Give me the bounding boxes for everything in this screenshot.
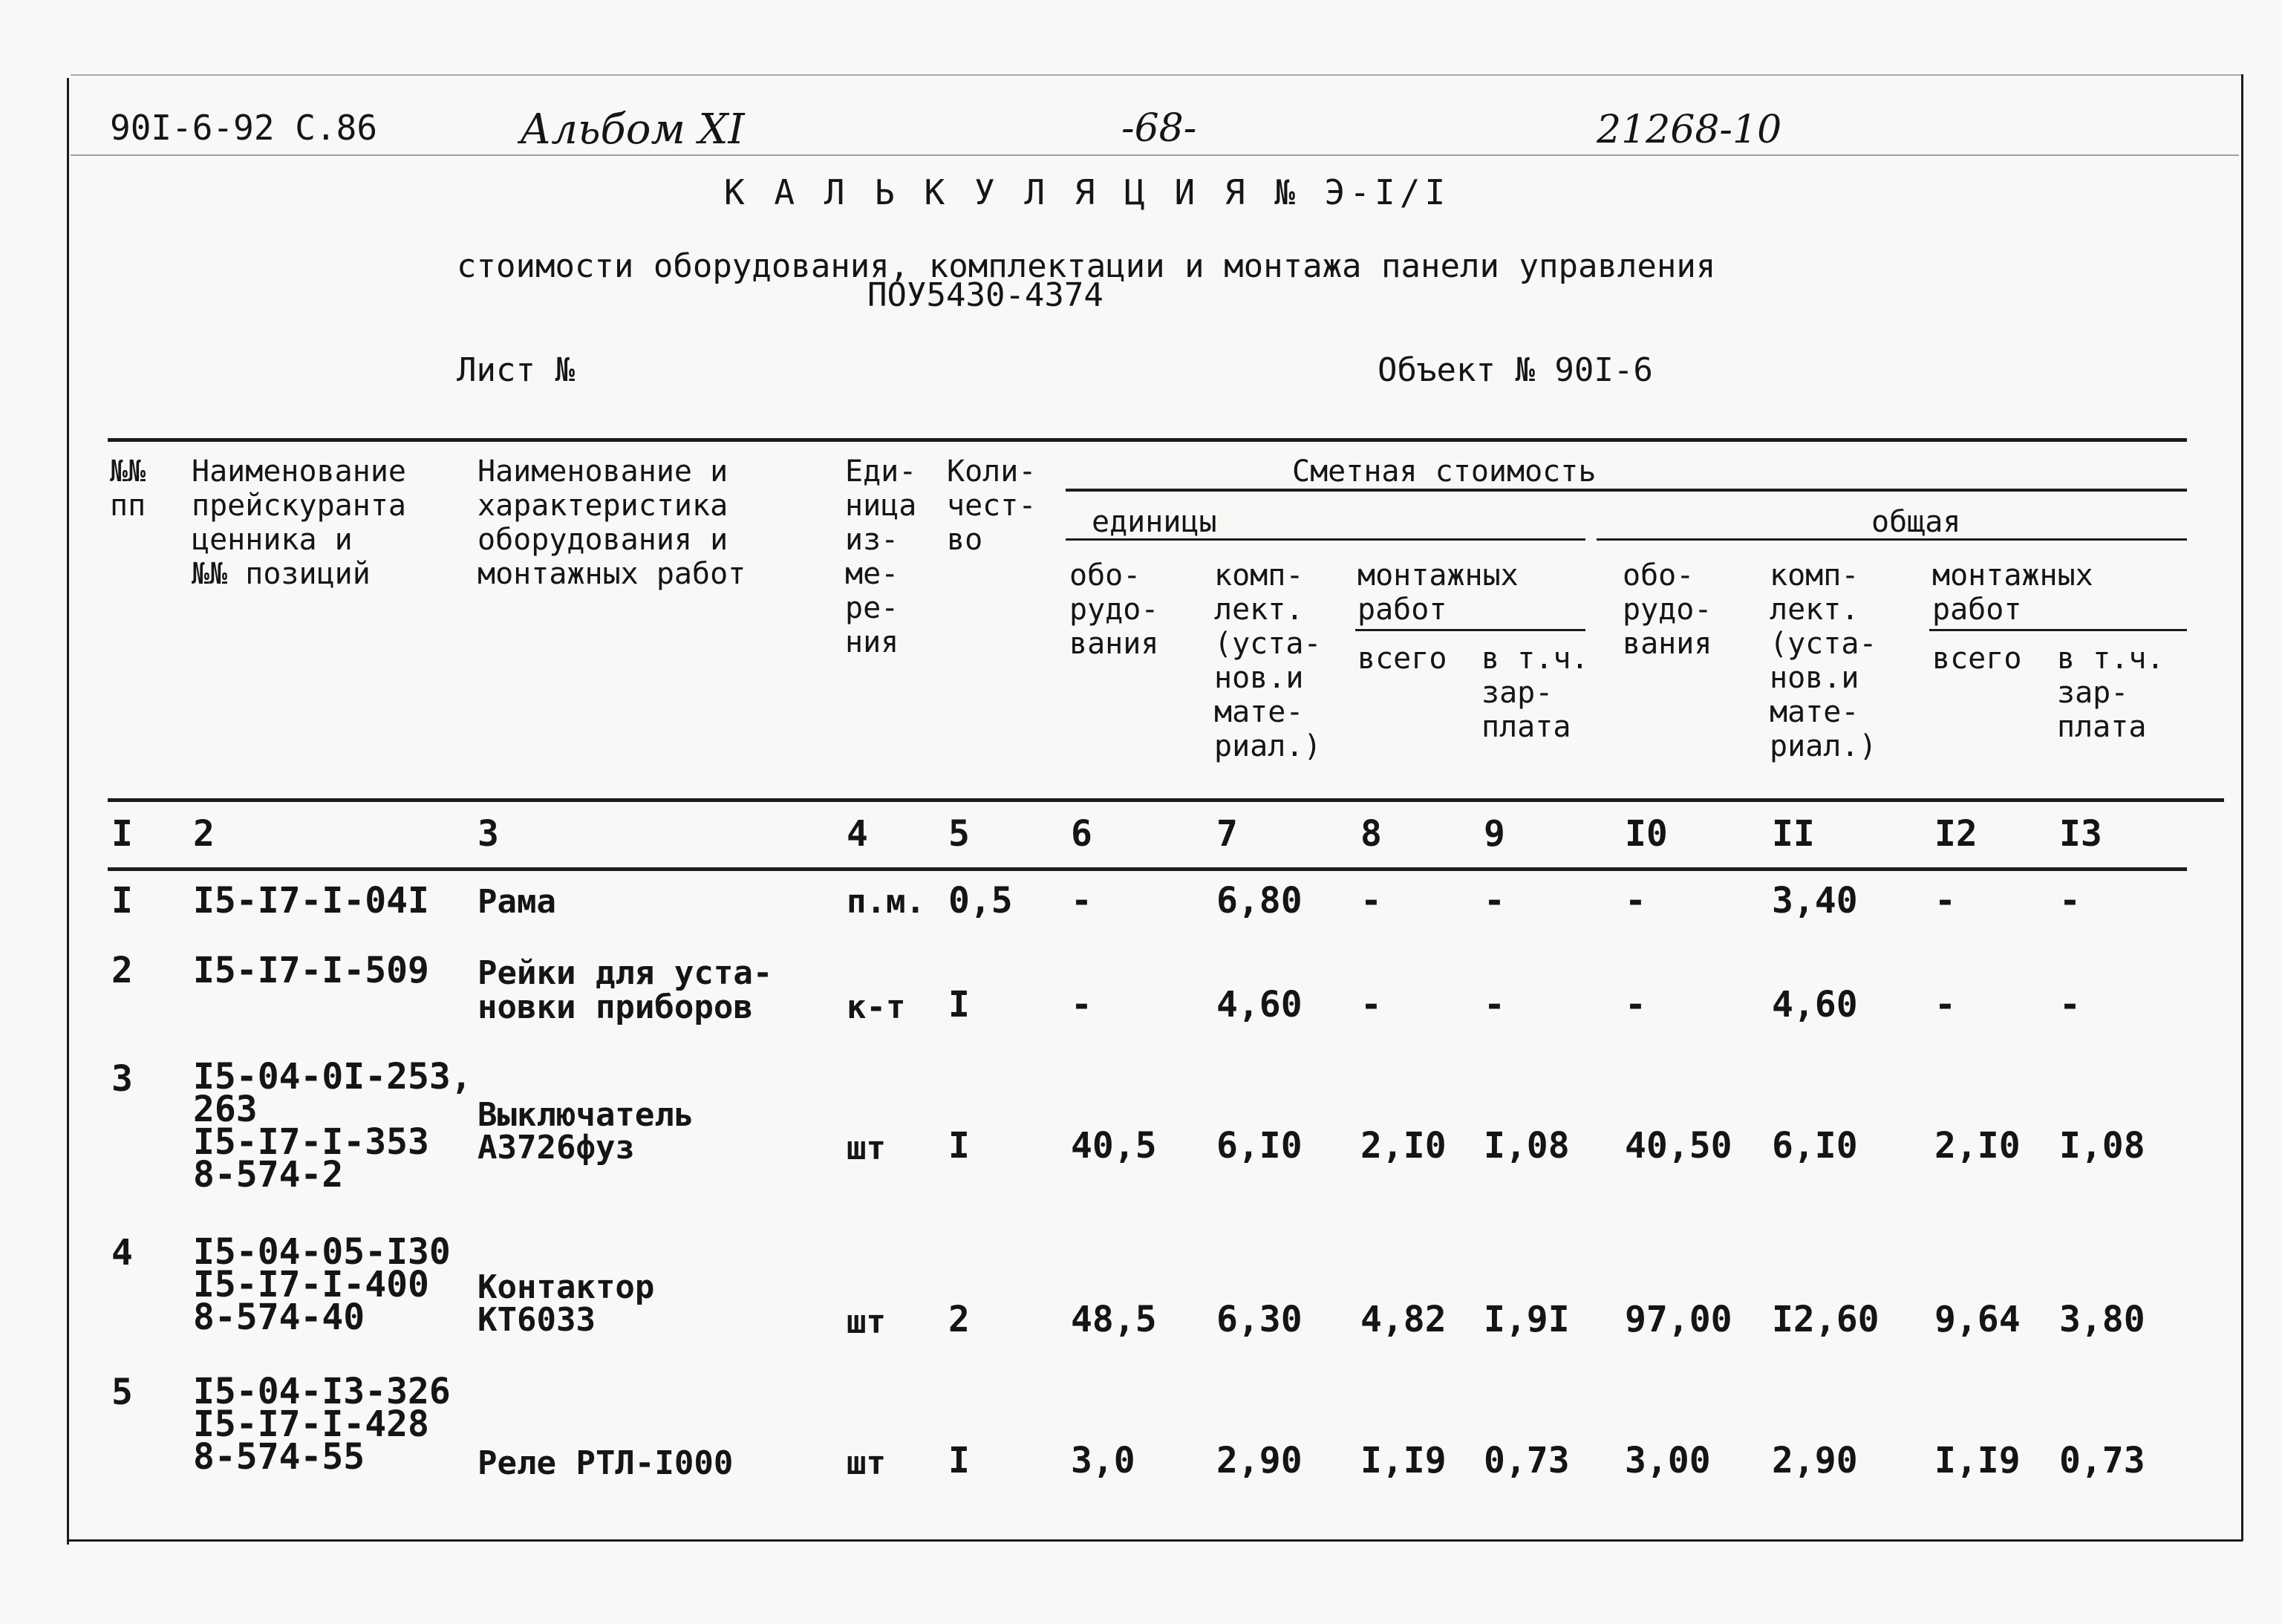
row-1-quantity: 0,5 xyxy=(948,880,1013,922)
row-3-equipment-unit: 40,5 xyxy=(1071,1125,1157,1167)
row-2-installation-total: - xyxy=(1934,984,1956,1025)
row-4-number: 4 xyxy=(111,1232,133,1274)
row-5-kit-total: 2,90 xyxy=(1772,1440,1858,1481)
row-4-equipment-total: 97,00 xyxy=(1625,1299,1732,1340)
row-4-installation-unit: 4,82 xyxy=(1360,1299,1447,1340)
row-4-kit-total: I2,60 xyxy=(1772,1299,1880,1340)
row-4-installation-total: 9,64 xyxy=(1934,1299,2021,1340)
column-number: I2 xyxy=(1934,813,1978,855)
frame-right-border xyxy=(2241,74,2243,1541)
column-header-equipment-unit: обо- рудо- вания xyxy=(1069,558,1159,661)
column-header-wages-total: в т.ч. зар- плата xyxy=(2057,642,2165,744)
row-2-kit-total: 4,60 xyxy=(1772,984,1858,1025)
row-1-equipment-total: - xyxy=(1625,880,1646,922)
column-header-pricelist: Наименование прейскуранта ценника и №№ позиций xyxy=(192,454,406,591)
row-3-kit-total: 6,I0 xyxy=(1772,1125,1858,1167)
row-2-equipment-total: - xyxy=(1625,984,1646,1025)
row-1-wages-unit: - xyxy=(1484,880,1505,922)
frame-left-border xyxy=(67,78,69,1545)
row-5-code: I5-04-I3-326 I5-I7-I-428 8-574-55 xyxy=(193,1371,451,1478)
document-title: К А Л Ь К У Л Я Ц И Я № Э-I/I xyxy=(724,172,1450,212)
column-header-installation-total: монтажных работ xyxy=(1932,558,2093,627)
row-1-installation-total: - xyxy=(1934,880,1956,922)
row-2-name: Рейки для уста- новки приборов xyxy=(477,954,773,1026)
row-3-name: Выключатель А3726фуз xyxy=(477,1096,694,1167)
column-header-kit-total: комп- лект. (уста- нов.и мате- риал.) xyxy=(1770,558,1877,763)
column-header-installation-unit: монтажных работ xyxy=(1357,558,1519,627)
row-5-equipment-total: 3,00 xyxy=(1625,1440,1711,1481)
row-5-quantity: I xyxy=(948,1440,970,1481)
row-5-installation-unit: I,I9 xyxy=(1360,1440,1447,1481)
row-5-equipment-unit: 3,0 xyxy=(1071,1440,1135,1481)
rule-under-smetnaya xyxy=(1066,489,2187,492)
column-number: 9 xyxy=(1484,813,1505,855)
column-group-unit-cost: единицы xyxy=(1092,505,1217,539)
row-3-wages-total: I,08 xyxy=(2059,1125,2145,1167)
column-group-total-cost: общая xyxy=(1871,505,1961,539)
column-header-wages-unit: в т.ч. зар- плата xyxy=(1481,642,1589,744)
row-3-unit: шт xyxy=(847,1129,886,1167)
row-2-kit-unit: 4,60 xyxy=(1216,984,1303,1025)
column-header-number: №№ пп xyxy=(110,454,146,523)
subtitle-line-2: ПОУ5430-4374 xyxy=(867,276,1103,314)
column-number: 8 xyxy=(1360,813,1382,855)
column-number: 6 xyxy=(1071,813,1092,855)
row-3-installation-unit: 2,I0 xyxy=(1360,1125,1447,1167)
column-header-unit: Еди- ница из- ме- ре- ния xyxy=(845,454,917,659)
row-1-code: I5-I7-I-04I xyxy=(193,880,429,922)
column-number: I xyxy=(111,813,133,855)
column-number: 7 xyxy=(1216,813,1238,855)
document-code: 90I-6-92 С.86 xyxy=(110,108,378,148)
row-1-kit-total: 3,40 xyxy=(1772,880,1858,922)
column-group-estimated-cost: Сметная стоимость xyxy=(1292,454,1597,489)
column-numbers-rule xyxy=(108,867,2187,871)
row-5-wages-unit: 0,73 xyxy=(1484,1440,1570,1481)
row-3-number: 3 xyxy=(111,1058,133,1100)
row-5-installation-total: I,I9 xyxy=(1934,1440,2021,1481)
row-3-wages-unit: I,08 xyxy=(1484,1125,1570,1167)
row-2-wages-unit: - xyxy=(1484,984,1505,1025)
object-label: Объект № 90I-6 xyxy=(1378,351,1653,389)
row-4-quantity: 2 xyxy=(948,1299,970,1340)
row-5-name: Реле РТЛ-I000 xyxy=(477,1444,734,1482)
row-4-unit: шт xyxy=(847,1303,886,1341)
column-header-total-unit: всего xyxy=(1357,642,1447,676)
column-header-total-total: всего xyxy=(1932,642,2022,676)
album-label: Альбом XI xyxy=(520,105,745,154)
table-top-rule xyxy=(108,438,2187,442)
row-2-number: 2 xyxy=(111,950,133,991)
row-3-code: I5-04-0I-253, 263 I5-I7-I-353 8-574-2 xyxy=(193,1056,472,1196)
row-4-kit-unit: 6,30 xyxy=(1216,1299,1303,1340)
row-1-number: I xyxy=(111,880,133,922)
row-2-code: I5-I7-I-509 xyxy=(193,950,429,991)
document-number: 21268-10 xyxy=(1597,108,1782,152)
row-3-equipment-total: 40,50 xyxy=(1625,1125,1732,1167)
rule-under-montazh-unit xyxy=(1355,629,1585,631)
page-number: -68- xyxy=(1121,106,1197,151)
row-4-wages-unit: I,9I xyxy=(1484,1299,1570,1340)
header-divider xyxy=(71,154,2239,156)
subtitle-line-1: стоимости оборудования, комплектации и монтажа панели управления xyxy=(457,247,1716,285)
column-number: I3 xyxy=(2059,813,2102,855)
row-5-kit-unit: 2,90 xyxy=(1216,1440,1303,1481)
row-1-equipment-unit: - xyxy=(1071,880,1092,922)
row-1-kit-unit: 6,80 xyxy=(1216,880,1303,922)
row-1-unit: п.м. xyxy=(847,883,925,921)
row-3-installation-total: 2,I0 xyxy=(1934,1125,2021,1167)
row-1-name: Рама xyxy=(477,883,556,921)
header-bottom-rule xyxy=(108,798,2224,802)
column-number: 3 xyxy=(477,813,499,855)
column-number: II xyxy=(1772,813,1815,855)
row-2-equipment-unit: - xyxy=(1071,984,1092,1025)
row-2-installation-unit: - xyxy=(1360,984,1382,1025)
column-number: 5 xyxy=(948,813,970,855)
row-3-quantity: I xyxy=(948,1125,970,1167)
column-number: 2 xyxy=(193,813,215,855)
column-number: 4 xyxy=(847,813,868,855)
row-4-wages-total: 3,80 xyxy=(2059,1299,2145,1340)
sheet-label: Лист № xyxy=(457,351,575,389)
row-2-wages-total: - xyxy=(2059,984,2081,1025)
row-2-quantity: I xyxy=(948,984,970,1025)
row-5-wages-total: 0,73 xyxy=(2059,1440,2145,1481)
row-4-code: I5-04-05-I30 I5-I7-I-400 8-574-40 xyxy=(193,1231,451,1338)
column-header-kit-unit: комп- лект. (уста- нов.и мате- риал.) xyxy=(1214,558,1322,763)
row-1-wages-total: - xyxy=(2059,880,2081,922)
column-header-equipment-total: обо- рудо- вания xyxy=(1623,558,1712,661)
row-1-installation-unit: - xyxy=(1360,880,1382,922)
column-header-item-name: Наименование и характеристика оборудования и монтажных работ xyxy=(477,454,746,591)
rule-under-montazh-total xyxy=(1929,629,2187,631)
frame-bottom-border xyxy=(67,1539,2243,1542)
column-header-quantity: Коли- чест- во xyxy=(947,454,1037,557)
column-number: I0 xyxy=(1625,813,1668,855)
row-4-equipment-unit: 48,5 xyxy=(1071,1299,1157,1340)
row-5-number: 5 xyxy=(111,1372,133,1413)
row-2-unit: к-т xyxy=(847,988,906,1026)
frame-top-border xyxy=(71,74,2243,76)
row-3-kit-unit: 6,I0 xyxy=(1216,1125,1303,1167)
row-5-unit: шт xyxy=(847,1444,886,1482)
row-4-name: Контактор КТ6033 xyxy=(477,1268,655,1339)
